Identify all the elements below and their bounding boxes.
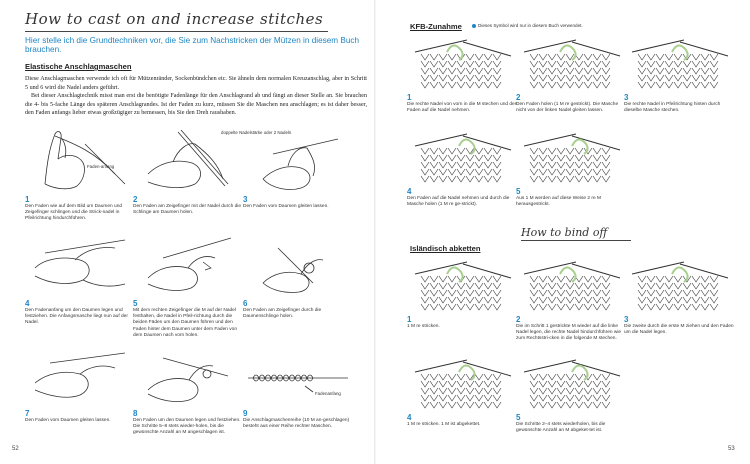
intro-text: Hier stelle ich die Grundtechniken vor, die Sie zum Nachstricken der Mützen in diesem Buch brauchen. — [25, 36, 360, 54]
kfb-step-1 — [407, 34, 519, 114]
hand-illustration — [25, 228, 137, 298]
step-caption: 1 M re stricken. — [407, 324, 440, 329]
hand-illustration — [25, 124, 137, 194]
step-number: 4 — [25, 299, 30, 308]
paragraph: Bei dieser Anschlagtechnik misst man erst die benötigte Fadenlänge für den Anschlagrand ab und fängt an dieser Stelle an. Sie brauchen die 4- bis 5-fache Länge des späteren Anschlagrandes. Ist der Faden zu kurz, müssen Sie die Maschen neu anschlagen; es ist daher besser, den Faden anfangs lieber etwas großzügiger zu bemessen, bis Sie den Dreh raushaben. — [25, 93, 367, 117]
step-number: 7 — [25, 409, 30, 418]
bind-off-underline — [521, 240, 631, 241]
step-caption: Mit dem rechten Zeigefinger die M auf der Nadel festhalten, die Nadel in Pfeil-richtung durch die beiden Fäden um den Daumen führen und den Faden hinter dem Daumen unter dem Faden von dem Daumen nach vorn holen. — [133, 308, 237, 338]
step-caption: Die rechte Nadel in Pfeilrichtung hinten durch dieselbe Masche stechen. — [624, 102, 721, 114]
bind-off-step-3 — [624, 256, 736, 336]
step-caption: Den Faden vom Daumen gleiten lassen. — [25, 418, 111, 423]
step-caption: Den Faden vom Daumen gleiten lassen. — [243, 204, 329, 209]
knitting-swatch-illustration — [624, 34, 736, 92]
page-number-left: 52 — [12, 446, 19, 452]
cast-on-step-5 — [133, 228, 245, 339]
step-number: 1 — [407, 315, 412, 324]
step-number: 1 — [25, 195, 30, 204]
cast-on-step-8 — [133, 338, 245, 437]
step-number: 5 — [516, 413, 521, 422]
section-title-cast-on: Elastische Anschlagmaschen — [25, 62, 132, 71]
step-caption: Die Schritte 2–4 stets wiederholen, bis die gewünschte Anzahl an M abgeket-tet ist. — [516, 422, 606, 434]
paragraph: Diese Anschlagmaschen verwende ich oft für Mützenränder, Sockenbündchen etc. Sie ähneln dem normalen Kreuzanschlag, aber in Schritt 5 und 6 wird die Nadel anders geführt. — [25, 76, 367, 91]
kfb-step-3 — [624, 34, 736, 114]
page-number-right: 53 — [728, 446, 735, 452]
step-caption: Die rechte Nadel von vorn in die M stechen und den Faden auf die Nadel nehmen. — [407, 102, 518, 114]
step-number: 9 — [243, 409, 248, 418]
hand-illustration — [243, 124, 355, 194]
knitting-swatch-illustration — [624, 256, 736, 314]
step-caption: Den Faden am Zeigefinger mit der Nadel durch die Schlinge am Daumen holen. — [133, 204, 241, 216]
step-caption: Den Faden um den Daumen legen und festziehen. Die Schritte 5–8 stets wieder-holen, bis die gewünschte Anzahl an M angeschlagen ist. — [133, 418, 241, 436]
step-caption: Die im Schritt 1 gestrickte M wieder auf die linke Nadel legen, die rechte Nadel hindurchführen wie zum Rechtsstri-cken in die folgende M stechen. — [516, 324, 622, 342]
step-number: 3 — [243, 195, 248, 204]
bind-off-step-2 — [516, 256, 628, 343]
hand-illustration — [133, 124, 292, 194]
kfb-step-5 — [516, 128, 628, 208]
cast-on-step-1 — [25, 124, 137, 223]
knitting-swatch-illustration — [407, 128, 519, 186]
hand-illustration — [133, 338, 245, 408]
kfb-symbol-note — [472, 23, 583, 28]
knitting-swatch-illustration — [407, 34, 519, 92]
hand-illustration — [133, 228, 245, 298]
step-caption: Den Faden auf die Nadel nehmen und durch die Masche holen (1 M re ge-strickt). — [407, 196, 510, 208]
bind-off-title: How to bind off — [521, 226, 608, 239]
cast-on-row-illustration — [243, 338, 355, 408]
knitting-swatch-illustration — [516, 128, 628, 186]
step-caption: Den Fadenanfang um den Daumen legen und festziehen. Die Anfangsmasche liegt nun auf der Nadel. — [25, 308, 128, 326]
section-title-bind-off: Isländisch abketten — [410, 244, 481, 253]
kfb-step-2 — [516, 34, 628, 114]
step-number: 4 — [407, 187, 412, 196]
step-number: 4 — [407, 413, 412, 422]
kfb-symbol-icon — [472, 24, 476, 28]
body-text — [25, 75, 367, 118]
step-caption: Aus 1 M werden auf diese Weise 2 re M herausgestrickt. — [516, 196, 601, 208]
cast-on-step-4 — [25, 228, 137, 327]
step-caption: Die zweite durch die erste M ziehen und den Faden um die Nadel legen. — [624, 324, 734, 336]
callout-needles: doppelte Nadelstärke oder 2 Nadeln — [221, 130, 292, 135]
page-gutter — [374, 0, 376, 464]
step-number: 5 — [133, 299, 138, 308]
step-number: 3 — [624, 93, 629, 102]
step-number: 1 — [407, 93, 412, 102]
knitting-swatch-illustration — [516, 354, 628, 412]
step-caption: Den Faden am Zeigefinger durch die Daumenschlinge holen. — [243, 308, 322, 320]
knitting-swatch-illustration — [407, 354, 519, 412]
cast-on-step-3 — [243, 124, 355, 210]
cast-on-step-9 — [243, 338, 355, 430]
knitting-swatch-illustration — [516, 256, 628, 314]
step-number: 2 — [133, 195, 138, 204]
hand-illustration — [243, 228, 355, 298]
step-number: 5 — [516, 187, 521, 196]
step-caption: Den Faden wie auf dem Bild um Daumen und Zeigefinger schlingen und die Strick-nadel in Pfeilrichtung hindurchführen. — [25, 204, 123, 222]
step-number: 6 — [243, 299, 248, 308]
title-underline — [25, 31, 328, 32]
kfb-note-text: Dieses Symbol wird nur in diesem Buch verwendet. — [478, 23, 583, 28]
step-number: 3 — [624, 315, 629, 324]
bind-off-step-1 — [407, 256, 519, 330]
callout-thread-start-9: Fadenanfang — [315, 391, 341, 396]
step-caption: Die Anschlagmaschenreihe (10 M an-geschlagen) besteht aus einer Reihe rechter Maschen. — [243, 418, 350, 430]
knitting-swatch-illustration — [516, 34, 628, 92]
section-title-kfb: KFB-Zunahme — [410, 22, 462, 31]
kfb-step-4 — [407, 128, 519, 208]
step-caption: 1 M re stricken. 1 M ist abgekettet. — [407, 422, 481, 427]
step-caption: Den Faden holen (1 M re gestrickt). Die Masche nicht von der linken Nadel gleiten lassen. — [516, 102, 619, 114]
page-title: How to cast on and increase stitches — [25, 10, 324, 28]
callout-thread-start: Faden-anfang — [87, 164, 115, 169]
cast-on-step-6 — [243, 228, 355, 320]
bind-off-step-4 — [407, 354, 519, 428]
hand-illustration — [25, 338, 137, 408]
step-number: 2 — [516, 93, 521, 102]
bind-off-step-5 — [516, 354, 628, 434]
step-number: 8 — [133, 409, 138, 418]
cast-on-step-7 — [25, 338, 137, 424]
step-number: 2 — [516, 315, 521, 324]
knitting-swatch-illustration — [407, 256, 519, 314]
